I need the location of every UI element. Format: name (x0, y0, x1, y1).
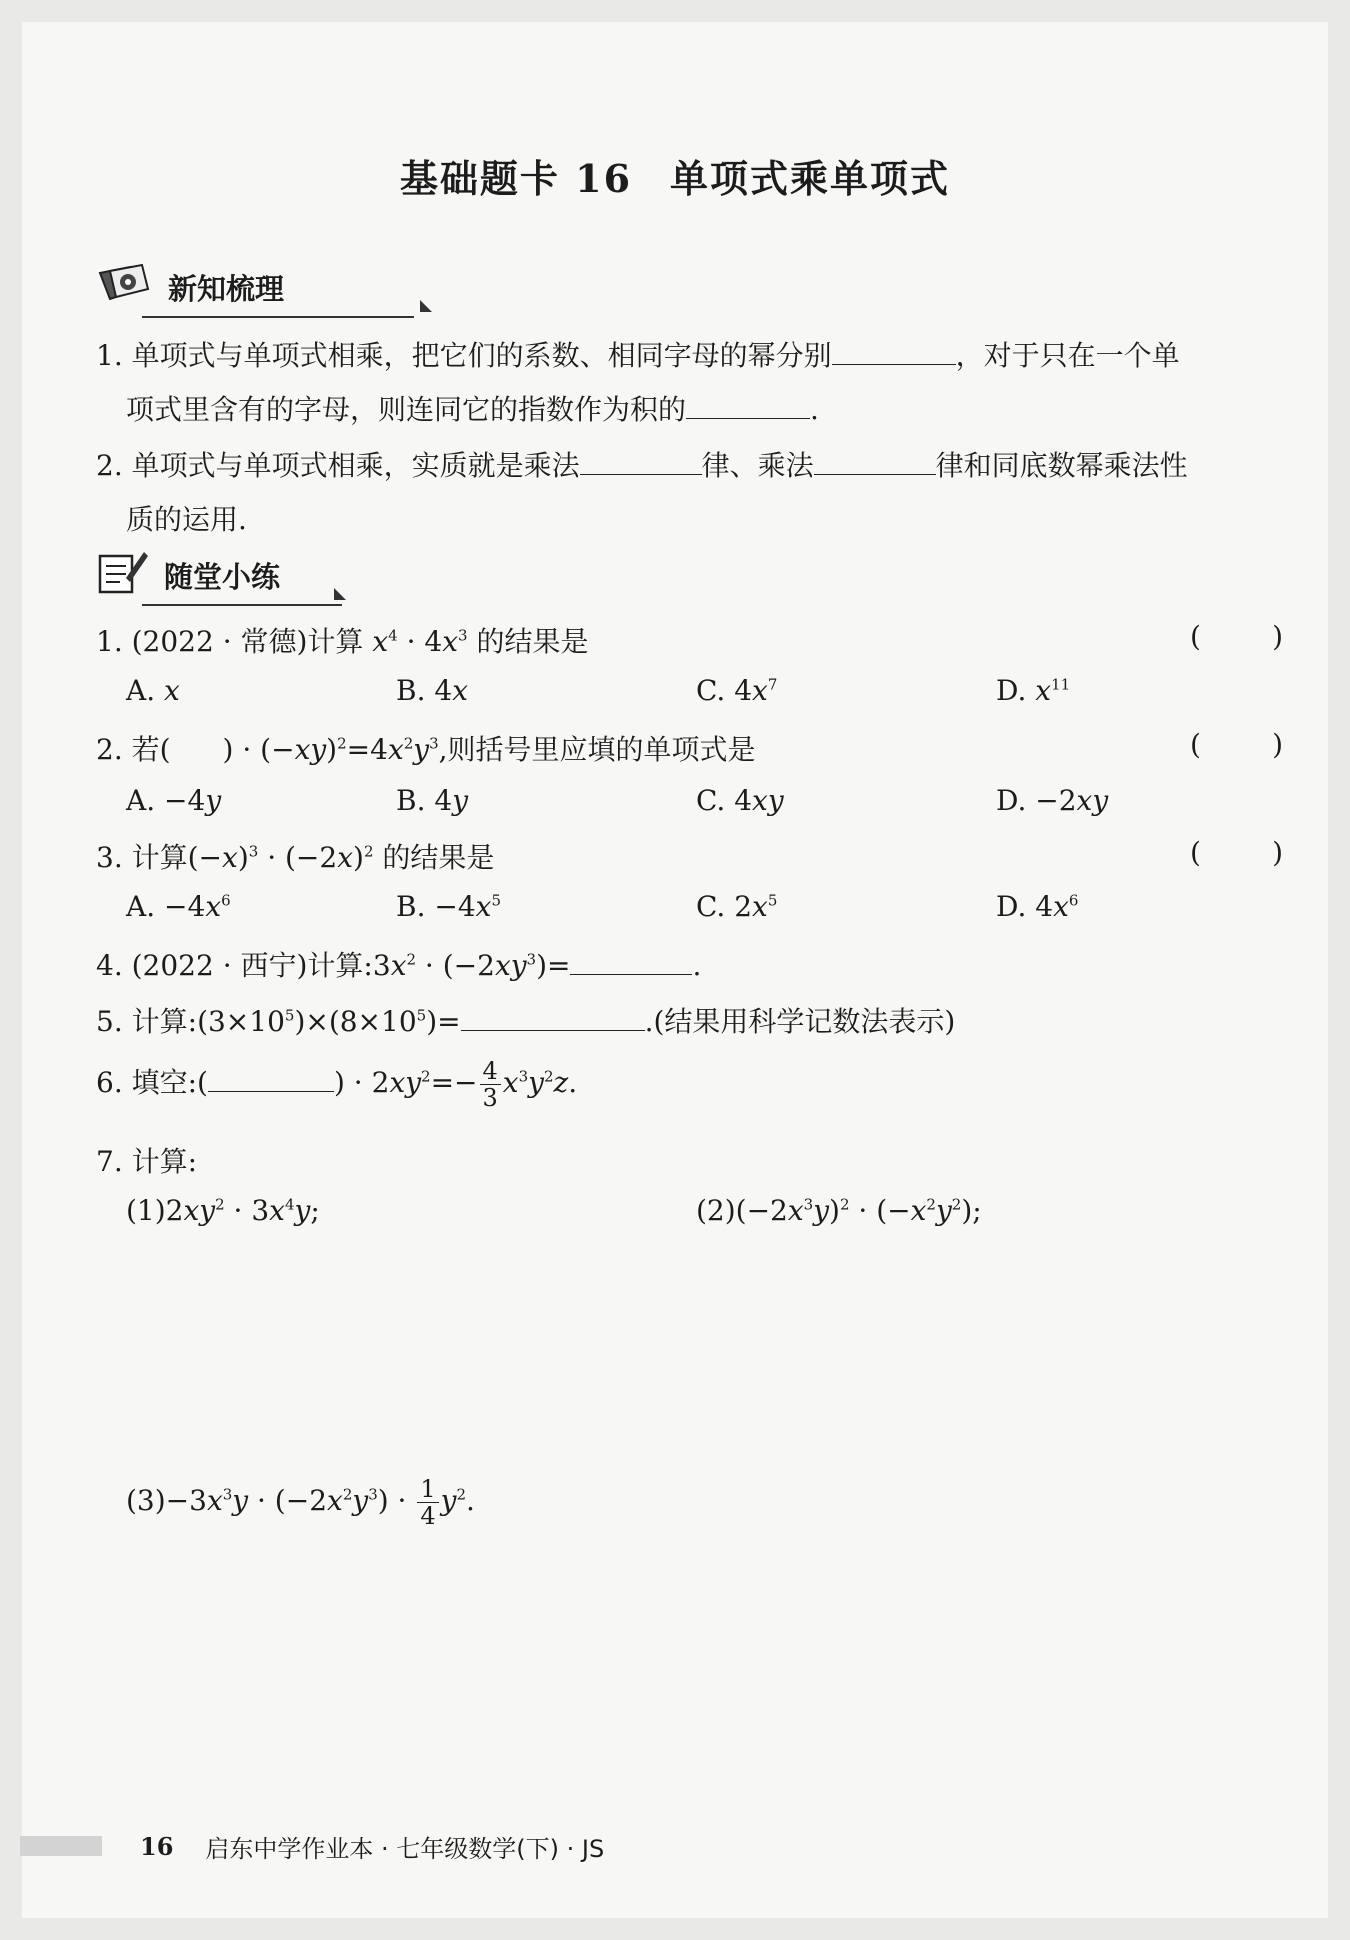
answer-blank[interactable] (580, 448, 702, 475)
option-b[interactable]: B. $-4x^5$ (396, 890, 502, 923)
practice-q7-part1: $(1)2xy^2 \cdot 3x^4y$; (126, 1194, 320, 1227)
answer-blank[interactable] (814, 448, 936, 475)
practice-q7-part2: $(2)(-2x^3y)^2 \cdot (-x^2y^2)$; (696, 1194, 982, 1227)
option-d[interactable]: D. −2xy (996, 784, 1109, 817)
practice-q5: 5. 计算$:(3\times 10^5)\times(8\times 10^5)=$ .(结果用科学记数法表示) (96, 1005, 956, 1038)
book-icon (96, 259, 154, 316)
page-footer (20, 1826, 604, 1866)
section-underline (142, 604, 342, 606)
knowledge-q1-line2: 项式里含有的字母，则连同它的指数作为积的 . (126, 393, 819, 426)
fraction: $\frac{1}{4}$ (417, 1476, 438, 1529)
option-a[interactable]: A. $-4x^6$ (126, 890, 231, 923)
triangle-marker-icon (332, 586, 348, 602)
option-c[interactable]: C. $2x^5$ (696, 890, 778, 923)
option-d[interactable]: D. $4x^6$ (996, 890, 1079, 923)
section-underline (142, 316, 414, 318)
practice-q4: 4. (2022 · 西宁)计算$:3x^2 \cdot (-2xy^3)=$ . (96, 949, 702, 982)
page-title (0, 148, 1350, 203)
answer-blank[interactable] (208, 1065, 334, 1092)
practice-q1: 1. (2022 · 常德)计算 $x^4 \cdot 4x^3$ 的结果是 (96, 625, 589, 658)
section-label: 新知梳理 (168, 271, 285, 306)
option-a[interactable]: A. x (126, 674, 180, 707)
answer-parentheses[interactable]: ( ) (1190, 620, 1284, 653)
answer-blank[interactable] (686, 392, 810, 419)
practice-q7: 7. 计算: (96, 1145, 198, 1178)
page-number: 16 (140, 1831, 174, 1861)
section-new-knowledge (96, 260, 284, 314)
option-d[interactable]: D. $x^{11}$ (996, 674, 1071, 707)
knowledge-q2-line2: 质的运用. (126, 503, 247, 536)
notebook-pen-icon (96, 548, 150, 603)
section-label: 随堂小练 (164, 559, 281, 594)
topic-title: 单项式乘单项式 (670, 156, 951, 201)
option-c[interactable]: C. $4x^7$ (696, 674, 778, 707)
knowledge-q2-line1: 2. 单项式与单项式相乘，实质就是乘法 律、乘法 律和同底数幂乘法性 (96, 449, 1188, 482)
option-a[interactable]: A. −4y (126, 784, 222, 817)
practice-q3: 3. 计算$(-x)^3 \cdot (-2x)^2$ 的结果是 (96, 841, 495, 874)
option-c[interactable]: C. 4xy (696, 784, 784, 817)
card-number: 基础题卡 16 (399, 156, 633, 201)
answer-parentheses[interactable]: ( ) (1190, 728, 1284, 761)
answer-blank[interactable] (461, 1004, 645, 1031)
option-b[interactable]: B. 4y (396, 784, 469, 817)
practice-q6: 6. 填空:( ) · $2xy^2=-$ $\frac{4}{3}$ $x^3y^2z$. (96, 1057, 578, 1112)
answer-parentheses[interactable]: ( ) (1190, 836, 1284, 869)
section-practice (96, 548, 280, 602)
triangle-marker-icon (418, 298, 434, 314)
answer-blank[interactable] (570, 948, 692, 975)
fraction: $\frac{4}{3}$ (480, 1058, 501, 1111)
knowledge-q1-line1: 1. 单项式与单项式相乘，把它们的系数、相同字母的幂分别 ，对于只在一个单 (96, 339, 1180, 372)
practice-q2: 2. 若( ) · $(-xy)^2=4x^2y^3$,则括号里应填的单项式是 (96, 733, 756, 766)
book-title: 启东中学作业本 · 七年级数学(下) · JS (205, 1834, 605, 1863)
footer-bar (20, 1836, 102, 1856)
answer-blank[interactable] (832, 338, 956, 365)
option-b[interactable]: B. 4x (396, 674, 468, 707)
practice-q7-part3: $(3)-3x^3y \cdot (-2x^2y^3)$ · $\frac{1}{4}$ $y^2$. (126, 1475, 475, 1530)
